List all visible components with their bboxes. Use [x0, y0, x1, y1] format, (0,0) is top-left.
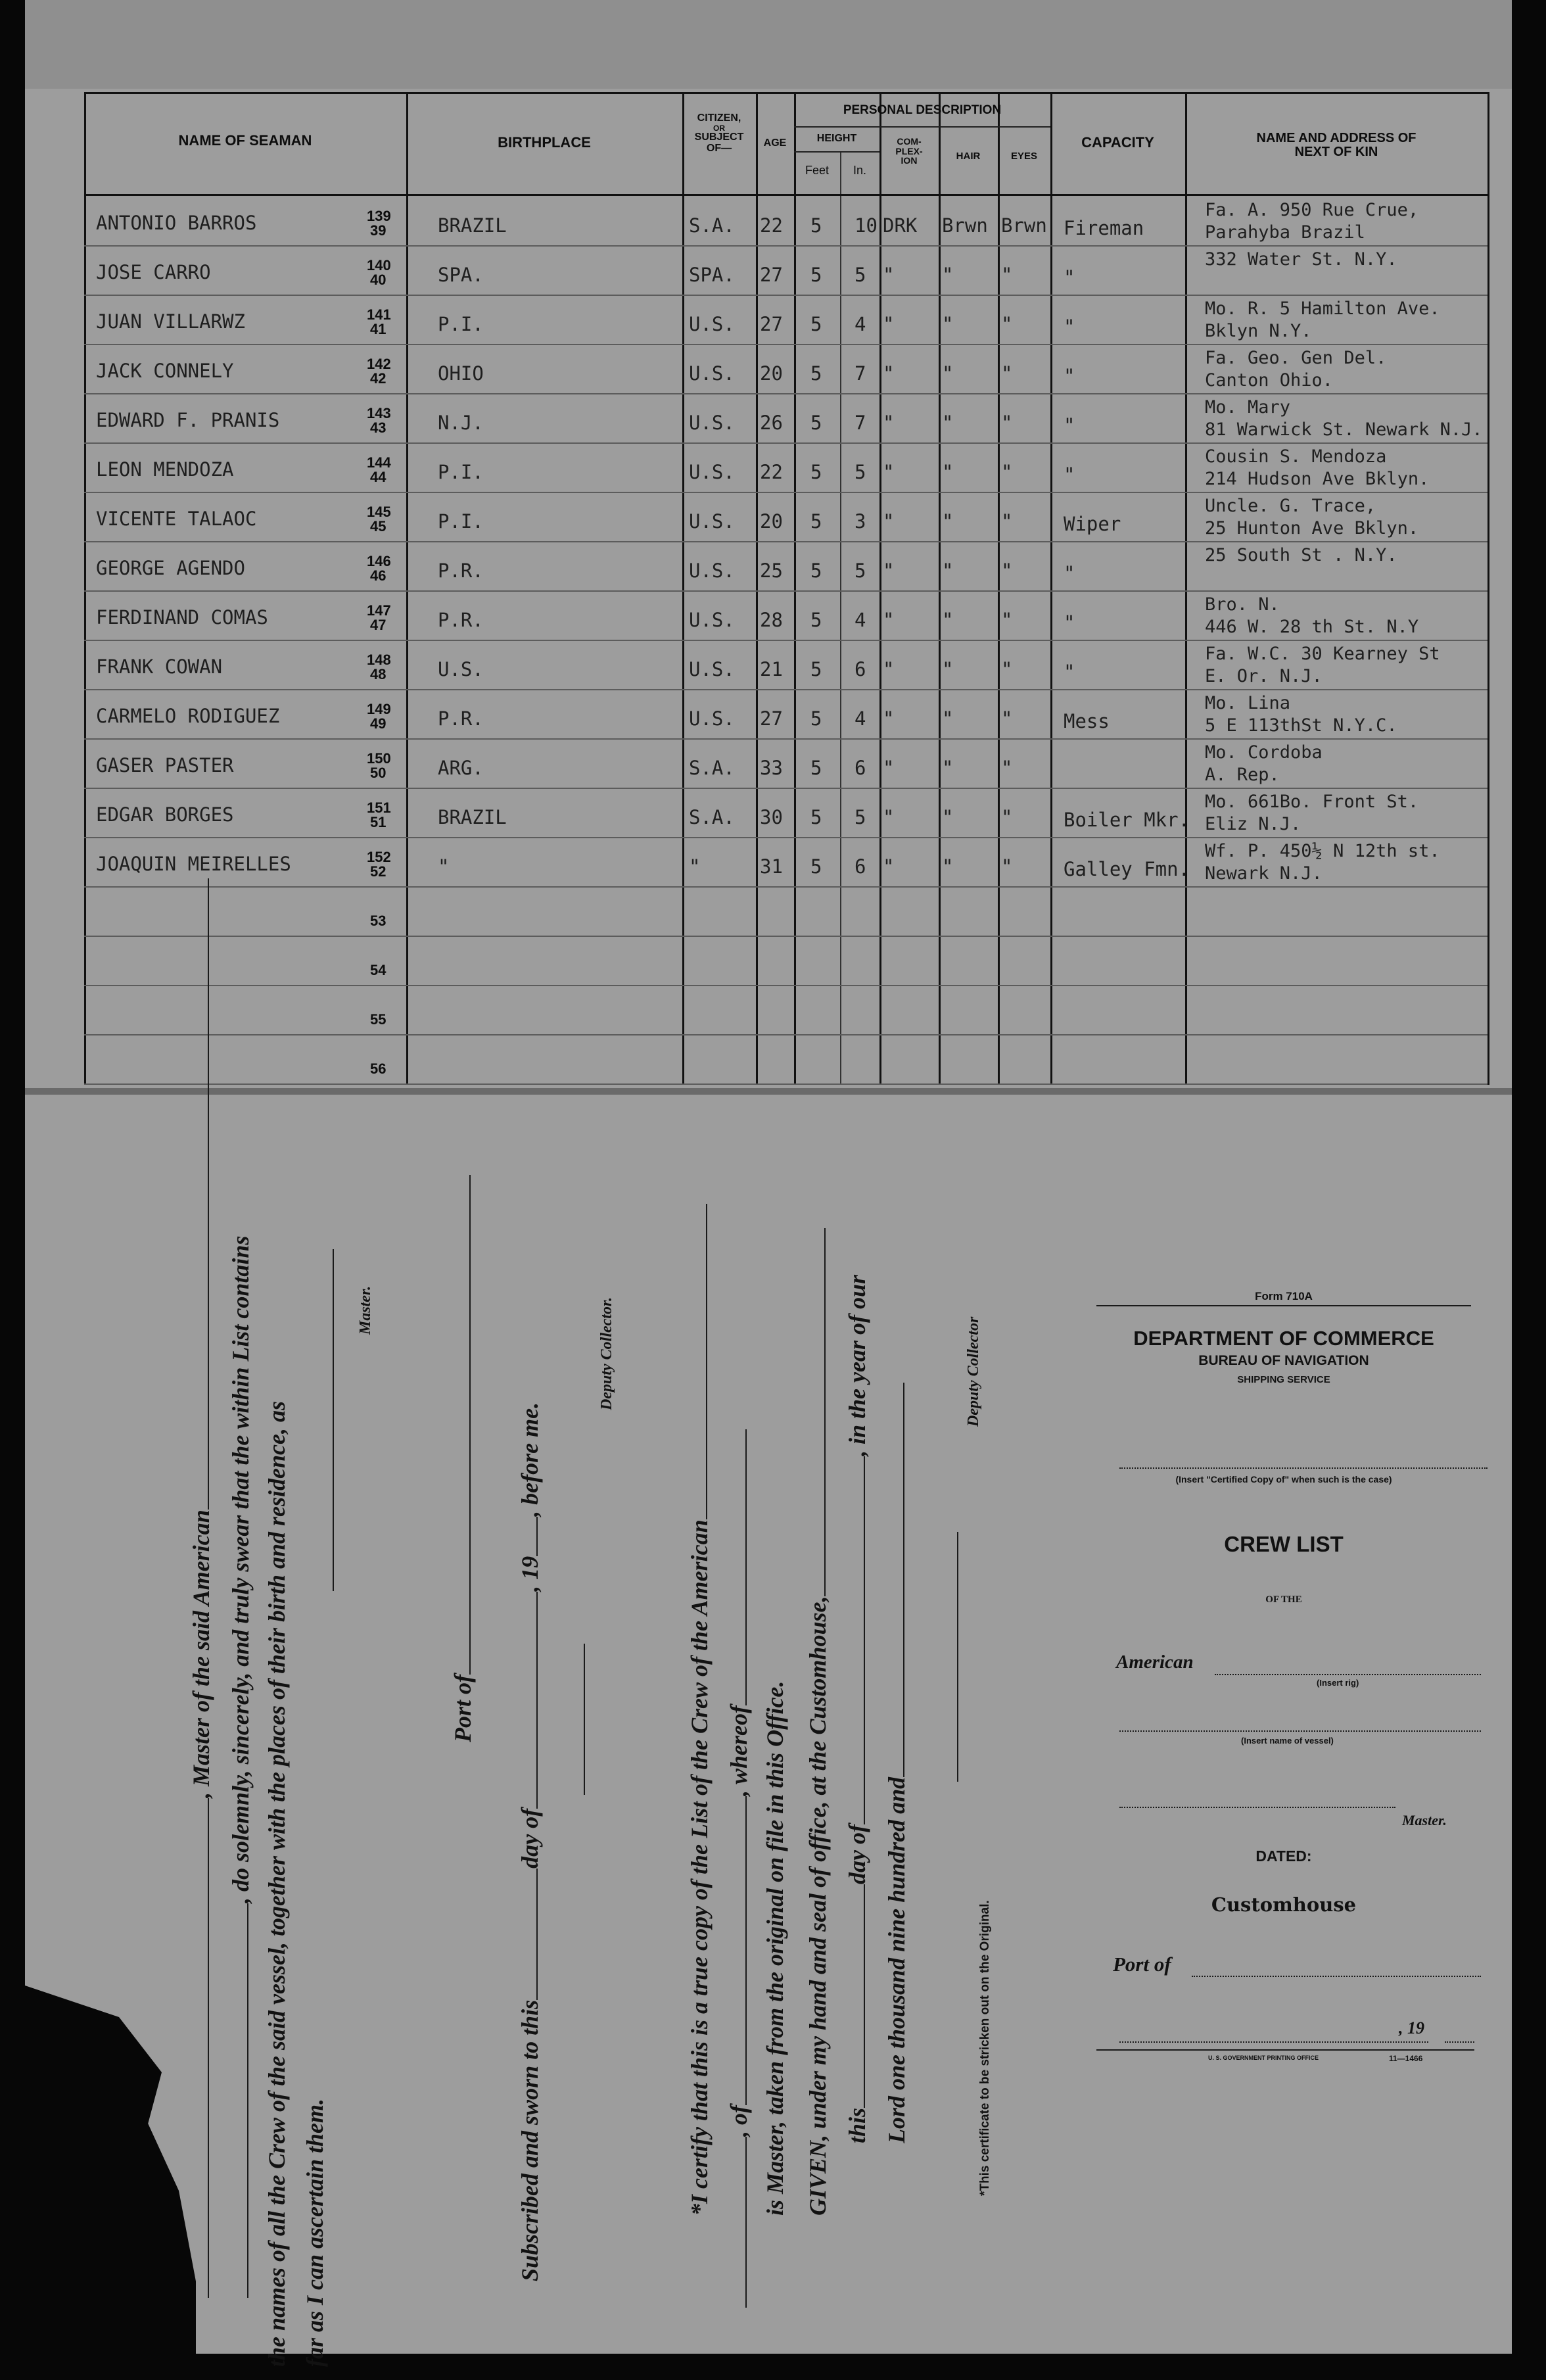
hair: "	[942, 362, 954, 385]
next-of-kin-line-1: Mo. Cordoba	[1205, 742, 1323, 763]
age: 27	[760, 707, 783, 730]
port-name-field[interactable]	[1192, 1976, 1481, 1977]
seaman-name: ANTONIO BARROS	[96, 212, 257, 234]
seaman-name: JACK CONNELY	[96, 360, 234, 382]
form-bottom-rule	[1096, 2049, 1474, 2051]
hair: "	[942, 559, 954, 582]
row-rule	[84, 590, 1487, 592]
certificate-line-2: , of, whereof	[722, 1429, 753, 2308]
crew-list-title: CREW LIST	[1224, 1532, 1344, 1556]
header-personal-description: PERSONAL DESCRIPTION	[843, 103, 1002, 117]
next-of-kin-line-1: Mo. Lina	[1205, 693, 1291, 713]
form-number: Form 710A	[1255, 1290, 1313, 1302]
row-rule	[84, 344, 1487, 345]
citizenship: S.A.	[689, 757, 735, 779]
height-feet: 5	[810, 510, 822, 533]
rig-blank[interactable]	[1215, 1674, 1481, 1675]
certificate-footnote: *This certificate to be stricken out on the Original.	[978, 1900, 992, 2196]
next-of-kin-line-2: Bklyn N.Y.	[1205, 321, 1312, 341]
form-master-label: Master.	[1402, 1812, 1447, 1828]
crew-list-sheet	[25, 0, 1512, 2367]
age: 31	[760, 855, 783, 878]
row-rule	[84, 837, 1487, 838]
date-field[interactable]	[1119, 2041, 1428, 2043]
citizenship: U.S.	[689, 707, 735, 730]
complexion: DRK	[883, 214, 918, 237]
subscribed-line: Subscribed and sworn to thisday of, 19, before me.	[513, 1402, 544, 2281]
seaman-name: CARMELO RODIGUEZ	[96, 705, 280, 727]
complexion: "	[883, 510, 895, 533]
height-inches: 4	[855, 313, 866, 335]
header-rule	[794, 151, 879, 153]
next-of-kin-line-1: Mo. Mary	[1205, 397, 1291, 417]
seaman-name: EDGAR BORGES	[96, 803, 234, 826]
eyes: "	[1001, 855, 1013, 878]
form-port-of-label: Port of	[1113, 1953, 1171, 1976]
height-inches: 6	[855, 855, 866, 878]
age: 26	[760, 412, 783, 434]
next-of-kin-line-2: Newark N.J.	[1205, 863, 1323, 884]
certificate-signature-line[interactable]	[957, 1532, 958, 1782]
age: 27	[760, 264, 783, 286]
height-feet: 5	[810, 757, 822, 779]
row-rule	[84, 295, 1487, 296]
port-of-line: Port of	[446, 1175, 477, 1742]
department-heading: DEPARTMENT OF COMMERCE	[1133, 1327, 1434, 1350]
certificate-line-4: GIVEN, under my hand and seal of office, at the Customhouse,	[801, 1228, 832, 2216]
next-of-kin-line-1: Bro. N.	[1205, 594, 1280, 615]
stamp-number: 141	[367, 306, 391, 323]
oath-line-1: , Master of the said American	[184, 878, 215, 2298]
capacity: "	[1064, 266, 1075, 289]
birthplace: P.I.	[438, 313, 484, 335]
header-bottom-rule	[84, 194, 1487, 196]
hair: Brwn	[942, 214, 988, 237]
vessel-name-blank[interactable]	[184, 878, 209, 1510]
eyes: "	[1001, 362, 1013, 385]
row-number: 49	[370, 715, 386, 732]
master-signature-line[interactable]	[333, 1249, 334, 1591]
certificate-port-blank[interactable]	[722, 1796, 747, 2105]
hair: "	[942, 461, 954, 483]
complexion: "	[883, 559, 895, 582]
row-rule	[84, 788, 1487, 789]
row-rule	[84, 492, 1487, 493]
subscribed-month-blank[interactable]	[513, 1592, 538, 1809]
print-code: 11—1466	[1389, 2054, 1423, 2063]
capacity: Mess	[1064, 710, 1110, 732]
eyes: "	[1001, 264, 1013, 286]
eyes: "	[1001, 806, 1013, 828]
next-of-kin-line-1: 25 South St . N.Y.	[1205, 545, 1397, 565]
eyes: "	[1001, 510, 1013, 533]
next-of-kin-line-2: Canton Ohio.	[1205, 370, 1334, 391]
row-rule	[84, 1034, 1487, 1035]
capacity: "	[1064, 414, 1075, 437]
deputy-collector-label: Deputy Collector.	[598, 1297, 615, 1410]
certificate-rig-blank[interactable]	[722, 2137, 747, 2308]
height-feet: 5	[810, 313, 822, 335]
capacity: Boiler Mkr.	[1064, 809, 1190, 831]
oath-line-4: far as I can ascertain them.	[302, 2098, 328, 2367]
birthplace: P.R.	[438, 707, 484, 730]
certificate-line-6: Lord one thousand nine hundred and	[879, 1383, 910, 2143]
height-inches: 6	[855, 658, 866, 680]
of-the-label: OF THE	[1265, 1594, 1302, 1605]
age: 20	[760, 362, 783, 385]
row-number: 47	[370, 617, 386, 633]
row-number: 52	[370, 863, 386, 880]
hair: "	[942, 707, 954, 730]
capacity: "	[1064, 365, 1075, 387]
header-birthplace: BIRTHPLACE	[498, 134, 591, 151]
seaman-name: FERDINAND COMAS	[96, 606, 268, 629]
seaman-name: FRANK COWAN	[96, 655, 223, 678]
citizenship: U.S.	[689, 559, 735, 582]
citizenship: U.S.	[689, 609, 735, 631]
subscribed-day-blank[interactable]	[513, 1868, 538, 2000]
age: 30	[760, 806, 783, 828]
oath-line-2: , do solemnly, sincerely, and truly swear that the within List contains	[223, 1236, 254, 2298]
citizenship: U.S.	[689, 412, 735, 434]
next-of-kin-line-2: Parahyba Brazil	[1205, 222, 1365, 243]
eyes: "	[1001, 461, 1013, 483]
header-band	[25, 0, 1512, 89]
capacity: Wiper	[1064, 513, 1121, 535]
citizenship: U.S.	[689, 313, 735, 335]
next-of-kin-line-2: 446 W. 28 th St. N.Y	[1205, 617, 1419, 637]
bureau-heading: BUREAU OF NAVIGATION	[1198, 1353, 1369, 1368]
header-citizen: CITIZEN, OR SUBJECT OF—	[694, 112, 744, 155]
row-number: 46	[370, 567, 386, 584]
certificate-line-1: *I certify that this is a true copy of the List of the Crew of the American	[682, 1204, 713, 2216]
eyes: "	[1001, 412, 1013, 434]
row-rule	[84, 886, 1487, 888]
next-of-kin-line-1: Wf. P. 450½ N 12th st.	[1205, 841, 1440, 861]
next-of-kin-line-1: Mo. R. 5 Hamilton Ave.	[1205, 298, 1440, 319]
hair: "	[942, 412, 954, 434]
row-number: 50	[370, 765, 386, 781]
birthplace: P.I.	[438, 510, 484, 533]
height-inches: 7	[855, 412, 866, 434]
citizenship: SPA.	[689, 264, 735, 286]
hair: "	[942, 313, 954, 335]
table-top-rule	[84, 92, 1487, 94]
citizenship: U.S.	[689, 658, 735, 680]
row-number: 55	[370, 1011, 386, 1028]
age: 21	[760, 658, 783, 680]
next-of-kin-line-2: 5 E 113thSt N.Y.C.	[1205, 715, 1397, 736]
header-complexion: COM- PLEX- ION	[895, 136, 923, 166]
height-inches: 4	[855, 707, 866, 730]
row-number: 43	[370, 419, 386, 436]
complexion: "	[883, 609, 895, 631]
height-inches: 3	[855, 510, 866, 533]
capacity: "	[1064, 562, 1075, 584]
birthplace: N.J.	[438, 412, 484, 434]
column-rule	[1487, 92, 1489, 1085]
column-rule	[840, 151, 841, 1085]
insert-rig-note: (Insert rig)	[1317, 1678, 1359, 1688]
header-rule	[794, 126, 1050, 128]
certificate-year-blank[interactable]	[879, 1383, 904, 1777]
stamp-number: 145	[367, 504, 391, 520]
row-rule	[84, 689, 1487, 690]
row-number: 56	[370, 1060, 386, 1077]
eyes: "	[1001, 609, 1013, 631]
row-number: 45	[370, 518, 386, 535]
next-of-kin-line-2: 214 Hudson Ave Bklyn.	[1205, 469, 1430, 489]
next-of-kin-line-2: 25 Hunton Ave Bklyn.	[1205, 518, 1419, 538]
birthplace: SPA.	[438, 264, 484, 286]
height-feet: 5	[810, 855, 822, 878]
complexion: "	[883, 707, 895, 730]
next-of-kin-line-2: E. Or. N.J.	[1205, 666, 1323, 686]
capacity: Galley Fmn.	[1064, 858, 1190, 880]
row-number: 40	[370, 272, 386, 288]
row-number: 54	[370, 962, 386, 978]
height-inches: 6	[855, 757, 866, 779]
seaman-name: LEON MENDOZA	[96, 458, 234, 481]
capacity: "	[1064, 316, 1075, 338]
complexion: "	[883, 461, 895, 483]
insert-vessel-note: (Insert name of vessel)	[1241, 1736, 1334, 1746]
eyes: "	[1001, 707, 1013, 730]
hair: "	[942, 855, 954, 878]
header-hair: HAIR	[956, 151, 981, 162]
form-top-rule	[1096, 1305, 1471, 1306]
row-number: 42	[370, 370, 386, 387]
complexion: "	[883, 362, 895, 385]
next-of-kin-line-1: Fa. A. 950 Rue Crue,	[1205, 200, 1419, 220]
height-feet: 5	[810, 362, 822, 385]
stamp-number: 143	[367, 405, 391, 421]
capacity: Fireman	[1064, 217, 1144, 239]
age: 22	[760, 214, 783, 237]
capacity: "	[1064, 661, 1075, 683]
certificate-month-blank[interactable]	[840, 1456, 865, 1824]
complexion: "	[883, 806, 895, 828]
age: 28	[760, 609, 783, 631]
row-number: 41	[370, 321, 386, 337]
next-of-kin-line-2: Eliz N.J.	[1205, 814, 1301, 834]
certificate-master-blank[interactable]	[722, 1429, 747, 1705]
citizenship: U.S.	[689, 461, 735, 483]
header-next-of-kin: NAME AND ADDRESS OF NEXT OF KIN	[1256, 131, 1417, 159]
eyes: "	[1001, 313, 1013, 335]
subscribed-year-blank[interactable]	[513, 1517, 538, 1556]
row-rule	[84, 640, 1487, 641]
height-feet: 5	[810, 806, 822, 828]
master-label: Master.	[357, 1285, 374, 1335]
birthplace: "	[438, 855, 450, 878]
height-feet: 5	[810, 412, 822, 434]
birthplace: OHIO	[438, 362, 484, 385]
eyes: "	[1001, 658, 1013, 680]
stamp-number: 139	[367, 208, 391, 224]
stamp-number: 146	[367, 553, 391, 569]
row-number: 51	[370, 814, 386, 830]
complexion: "	[883, 757, 895, 779]
next-of-kin-line-1: Mo. 661Bo. Front St.	[1205, 792, 1419, 812]
height-inches: 5	[855, 264, 866, 286]
certificate-vessel-blank[interactable]	[682, 1204, 707, 1519]
deputy-collector-signature-line[interactable]	[584, 1644, 585, 1795]
hair: "	[942, 757, 954, 779]
vessel-name-field[interactable]	[1119, 1730, 1481, 1732]
birthplace: BRAZIL	[438, 806, 507, 828]
header-feet: Feet	[805, 164, 830, 177]
next-of-kin-line-1: Fa. Geo. Gen Del.	[1205, 348, 1387, 368]
year-label: , 19	[1399, 2018, 1424, 2037]
dated-label: DATED:	[1255, 1847, 1312, 1865]
citizenship: "	[689, 855, 701, 878]
row-rule	[84, 738, 1487, 740]
seaman-name: JOAQUIN MEIRELLES	[96, 853, 291, 875]
seaman-name: JUAN VILLARWZ	[96, 310, 245, 333]
header-height: HEIGHT	[816, 133, 857, 144]
american-label: American	[1116, 1652, 1194, 1673]
master-name-blank[interactable]	[184, 1798, 209, 2298]
stamp-number: 152	[367, 849, 391, 865]
stamp-number: 151	[367, 799, 391, 816]
port-of-blank[interactable]	[446, 1175, 471, 1675]
header-age: AGE	[763, 137, 787, 149]
birthplace: ARG.	[438, 757, 484, 779]
header-name-of-seaman: NAME OF SEAMAN	[178, 132, 312, 149]
printing-office-imprint: U. S. GOVERNMENT PRINTING OFFICE	[1208, 2055, 1319, 2061]
certified-copy-blank[interactable]	[1119, 1467, 1487, 1469]
customhouse-label: Customhouse	[1211, 1893, 1357, 1916]
height-inches: 5	[855, 806, 866, 828]
birthplace: U.S.	[438, 658, 484, 680]
height-feet: 5	[810, 609, 822, 631]
capacity: "	[1064, 464, 1075, 486]
citizenship: U.S.	[689, 510, 735, 533]
next-of-kin-line-1: Cousin S. Mendoza	[1205, 446, 1387, 467]
age: 33	[760, 757, 783, 779]
row-number: 39	[370, 222, 386, 239]
next-of-kin-line-1: Uncle. G. Trace,	[1205, 496, 1376, 516]
height-feet: 5	[810, 214, 822, 237]
citizenship: S.A.	[689, 806, 735, 828]
year-field[interactable]	[1445, 2041, 1474, 2043]
next-of-kin-line-2: 81 Warwick St. Newark N.J.	[1205, 419, 1483, 440]
eyes: "	[1001, 757, 1013, 779]
row-rule	[84, 1083, 1487, 1085]
height-feet: 5	[810, 559, 822, 582]
service-heading: SHIPPING SERVICE	[1237, 1374, 1330, 1385]
customhouse-blank[interactable]	[801, 1228, 826, 1596]
seaman-name: VICENTE TALAOC	[96, 508, 257, 530]
master-signature-blank[interactable]	[223, 1903, 248, 2298]
complexion: "	[883, 313, 895, 335]
stamp-number: 150	[367, 750, 391, 767]
seaman-name: JOSE CARRO	[96, 261, 211, 283]
seaman-name: GASER PASTER	[96, 754, 234, 776]
height-inches: 7	[855, 362, 866, 385]
row-rule	[84, 541, 1487, 542]
row-number: 53	[370, 913, 386, 929]
next-of-kin-line-2: A. Rep.	[1205, 765, 1280, 785]
row-rule	[84, 245, 1487, 247]
stamp-number: 144	[367, 454, 391, 471]
row-rule	[84, 442, 1487, 444]
birthplace: P.I.	[438, 461, 484, 483]
header-inches: In.	[853, 164, 866, 177]
complexion: "	[883, 855, 895, 878]
header-eyes: EYES	[1010, 151, 1038, 162]
stamp-number: 142	[367, 356, 391, 372]
certified-copy-note: (Insert "Certified Copy of" when such is the case)	[1175, 1474, 1392, 1485]
stamp-number: 147	[367, 602, 391, 619]
hair: "	[942, 510, 954, 533]
age: 22	[760, 461, 783, 483]
page-fold	[25, 1088, 1512, 1095]
age: 20	[760, 510, 783, 533]
hair: "	[942, 264, 954, 286]
complexion: "	[883, 264, 895, 286]
height-feet: 5	[810, 264, 822, 286]
hair: "	[942, 658, 954, 680]
height-feet: 5	[810, 461, 822, 483]
seaman-name: EDWARD F. PRANIS	[96, 409, 280, 431]
citizenship: S.A.	[689, 214, 735, 237]
height-inches: 10	[855, 214, 878, 237]
row-number: 44	[370, 469, 386, 485]
eyes: "	[1001, 559, 1013, 582]
height-feet: 5	[810, 707, 822, 730]
torn-corner	[25, 1986, 196, 2380]
certificate-deputy-collector-label: Deputy Collector	[965, 1316, 982, 1427]
age: 25	[760, 559, 783, 582]
height-inches: 5	[855, 559, 866, 582]
birthplace: BRAZIL	[438, 214, 507, 237]
row-rule	[84, 985, 1487, 986]
row-rule	[84, 393, 1487, 394]
hair: "	[942, 806, 954, 828]
oath-line-3: the names of all the Crew of the said vessel, together with the places of their birth and residence, as	[264, 1400, 290, 2367]
row-number: 48	[370, 666, 386, 682]
next-of-kin-line-1: Fa. W.C. 30 Kearney St	[1205, 644, 1440, 664]
hair: "	[942, 609, 954, 631]
stamp-number: 140	[367, 257, 391, 274]
stamp-number: 148	[367, 652, 391, 668]
birthplace: P.R.	[438, 609, 484, 631]
complexion: "	[883, 412, 895, 434]
height-feet: 5	[810, 658, 822, 680]
header-capacity: CAPACITY	[1081, 134, 1154, 151]
height-inches: 4	[855, 609, 866, 631]
next-of-kin-line-1: 332 Water St. N.Y.	[1205, 249, 1397, 270]
certificate-day-blank[interactable]	[840, 1884, 865, 2108]
birthplace: P.R.	[438, 559, 484, 582]
master-name-field[interactable]	[1119, 1807, 1395, 1808]
row-rule	[84, 936, 1487, 937]
complexion: "	[883, 658, 895, 680]
capacity: "	[1064, 611, 1075, 634]
certificate-line-3: is Master, taken from the original on file in this Office.	[762, 1680, 788, 2216]
citizenship: U.S.	[689, 362, 735, 385]
certificate-line-5: thisday of, in the year of our	[840, 1275, 871, 2143]
age: 27	[760, 313, 783, 335]
seaman-name: GEORGE AGENDO	[96, 557, 245, 579]
height-inches: 5	[855, 461, 866, 483]
eyes: Brwn	[1001, 214, 1047, 237]
stamp-number: 149	[367, 701, 391, 717]
